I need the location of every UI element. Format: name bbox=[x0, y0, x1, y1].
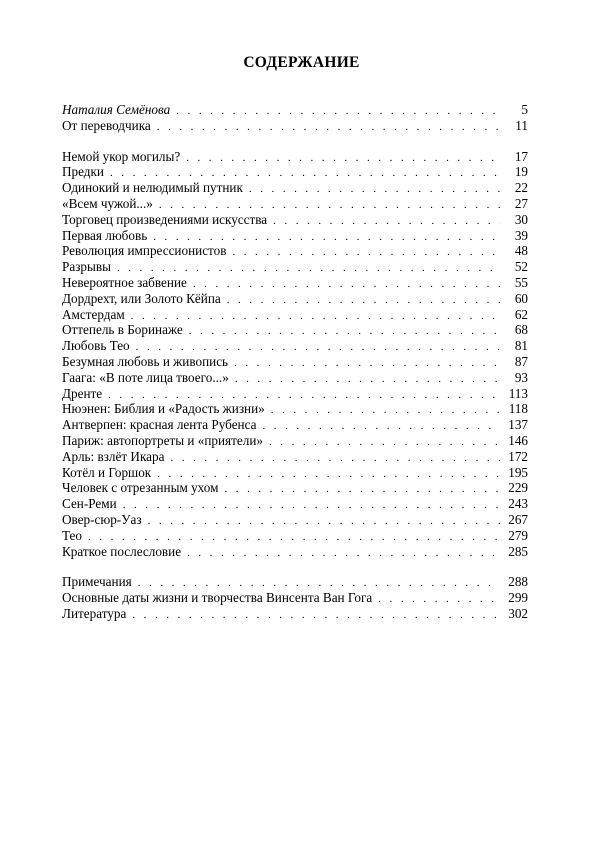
dot-leader bbox=[157, 120, 500, 136]
toc-entry bbox=[62, 102, 528, 118]
toc-entry-title: Нюэнен: Библия и «Радость жизни» bbox=[62, 401, 265, 417]
toc-entry bbox=[62, 243, 528, 259]
dot-leader bbox=[132, 608, 500, 624]
toc-entry bbox=[62, 449, 528, 465]
toc-entry bbox=[62, 307, 528, 323]
toc-entry bbox=[62, 606, 528, 622]
toc-entry bbox=[62, 228, 528, 244]
toc-entry-page: 302 bbox=[508, 605, 528, 621]
toc-entry-title: Краткое послесловие bbox=[62, 543, 182, 559]
toc-entry-page: 55 bbox=[514, 274, 528, 290]
toc-entry bbox=[62, 354, 528, 370]
toc-entry-title: Оттепель в Боринаже bbox=[62, 322, 183, 338]
dot-leader bbox=[187, 546, 500, 562]
toc-entry-page: 118 bbox=[508, 401, 528, 417]
toc-entry-title: Невероятное забвение bbox=[62, 274, 187, 290]
toc-entry-title: Париж: автопортреты и «приятели» bbox=[62, 432, 263, 448]
dot-leader bbox=[186, 151, 500, 167]
toc-entry-title: Революция импрессионистов bbox=[62, 243, 227, 259]
toc-entry-page: 137 bbox=[508, 417, 528, 433]
dot-leader bbox=[123, 498, 500, 514]
toc-entry-title: Одинокий и нелюдимый путник bbox=[62, 180, 243, 196]
toc-entry-page: 195 bbox=[508, 464, 528, 480]
toc-entry-page: 93 bbox=[514, 369, 528, 385]
toc-entry-page: 19 bbox=[514, 164, 528, 180]
toc-entry bbox=[62, 401, 528, 417]
toc-entry bbox=[62, 512, 528, 528]
dot-leader bbox=[249, 182, 500, 198]
toc-entry-page: 87 bbox=[514, 353, 528, 369]
table-of-contents bbox=[62, 102, 528, 622]
toc-entry-page: 146 bbox=[508, 432, 528, 448]
toc-entry-page: 172 bbox=[508, 448, 528, 464]
dot-leader bbox=[235, 372, 500, 388]
toc-entry bbox=[62, 196, 528, 212]
toc-entry-page: 60 bbox=[514, 290, 528, 306]
toc-entry-title: Наталия Семёнова bbox=[62, 102, 171, 117]
toc-entry-page: 52 bbox=[514, 259, 528, 275]
toc-entry bbox=[62, 338, 528, 354]
toc-entry-title: Антверпен: красная лента Рубенса bbox=[62, 417, 257, 433]
toc-entry-page: 17 bbox=[514, 148, 528, 164]
toc-entry-page: 288 bbox=[508, 574, 528, 590]
dot-leader bbox=[271, 403, 500, 419]
toc-entry-title: От переводчика bbox=[62, 117, 151, 133]
toc-entry-page: 81 bbox=[514, 338, 528, 354]
page-title: СОДЕРЖАНИЕ bbox=[243, 54, 360, 71]
dot-leader bbox=[193, 277, 500, 293]
toc-group bbox=[62, 574, 528, 621]
toc-entry-page: 30 bbox=[514, 211, 528, 227]
toc-entry bbox=[62, 164, 528, 180]
toc-entry bbox=[62, 574, 528, 590]
toc-entry-page: 267 bbox=[508, 511, 528, 527]
toc-entry-page: 22 bbox=[514, 180, 528, 196]
toc-entry-page: 39 bbox=[514, 227, 528, 243]
dot-leader bbox=[224, 482, 500, 498]
dot-leader bbox=[189, 324, 500, 340]
toc-entry bbox=[62, 322, 528, 338]
toc-entry-page: 243 bbox=[508, 496, 528, 512]
toc-entry-title: Человек с отрезанным ухом bbox=[62, 480, 219, 496]
toc-entry-title: Котёл и Горшок bbox=[62, 464, 152, 480]
toc-entry-title: Тео bbox=[62, 527, 82, 543]
toc-group bbox=[62, 102, 528, 134]
dot-leader bbox=[378, 592, 500, 608]
toc-entry-page: 68 bbox=[514, 322, 528, 338]
toc-entry-page: 229 bbox=[508, 480, 528, 496]
dot-leader bbox=[232, 245, 500, 261]
toc-entry-title: Примечания bbox=[62, 574, 132, 590]
toc-entry-page: 279 bbox=[508, 527, 528, 543]
dot-leader bbox=[131, 309, 500, 325]
toc-entry bbox=[62, 275, 528, 291]
toc-entry bbox=[62, 370, 528, 386]
toc-entry-title: Торговец произведениями искусства bbox=[62, 211, 268, 227]
toc-entry-title: Основные даты жизни и творчества Винсента Ван Гога bbox=[62, 590, 373, 606]
toc-entry-title: «Всем чужой...» bbox=[62, 195, 153, 211]
toc-entry bbox=[62, 590, 528, 606]
toc-entry bbox=[62, 433, 528, 449]
toc-entry-title: Амстердам bbox=[62, 306, 125, 322]
toc-entry-page: 11 bbox=[515, 117, 528, 133]
toc-entry bbox=[62, 118, 528, 134]
dot-leader bbox=[262, 419, 500, 435]
toc-entry-page: 113 bbox=[508, 385, 528, 401]
toc-entry-title: Дренте bbox=[62, 385, 103, 401]
dot-leader bbox=[227, 293, 500, 309]
toc-entry bbox=[62, 386, 528, 402]
toc-entry-title: Разрывы bbox=[62, 259, 111, 275]
toc-entry-title: Любовь Тео bbox=[62, 338, 130, 354]
toc-entry-page: 299 bbox=[508, 590, 528, 606]
toc-entry-title: Безумная любовь и живопись bbox=[62, 353, 229, 369]
toc-entry-title: Арль: взлёт Икара bbox=[62, 448, 165, 464]
toc-entry bbox=[62, 465, 528, 481]
toc-entry-page: 48 bbox=[514, 243, 528, 259]
toc-entry-page: 5 bbox=[521, 102, 528, 117]
dot-leader bbox=[234, 356, 500, 372]
toc-entry bbox=[62, 480, 528, 496]
toc-entry-title: Сен-Реми bbox=[62, 496, 117, 512]
toc-entry-title: Немой укор могилы? bbox=[62, 148, 181, 164]
toc-entry bbox=[62, 212, 528, 228]
toc-entry-page: 27 bbox=[514, 195, 528, 211]
toc-entry-title: Гаага: «В поте лица твоего...» bbox=[62, 369, 229, 385]
toc-entry bbox=[62, 149, 528, 165]
toc-entry-title: Литература bbox=[62, 605, 127, 621]
dot-leader bbox=[170, 451, 500, 467]
toc-entry bbox=[62, 528, 528, 544]
toc-entry-page: 285 bbox=[508, 543, 528, 559]
toc-entry-page: 62 bbox=[514, 306, 528, 322]
toc-entry-title: Дордрехт, или Золото Кёйпа bbox=[62, 290, 221, 306]
toc-entry bbox=[62, 291, 528, 307]
toc-entry bbox=[62, 180, 528, 196]
toc-group bbox=[62, 149, 528, 560]
dot-leader bbox=[269, 435, 500, 451]
toc-entry-title: Овер-сюр-Уаз bbox=[62, 511, 142, 527]
toc-entry bbox=[62, 259, 528, 275]
dot-leader bbox=[273, 214, 500, 230]
toc-entry bbox=[62, 496, 528, 512]
toc-entry bbox=[62, 417, 528, 433]
dot-leader bbox=[176, 104, 500, 120]
toc-entry bbox=[62, 544, 528, 560]
toc-entry-title: Первая любовь bbox=[62, 227, 148, 243]
dot-leader bbox=[148, 514, 500, 530]
toc-entry-title: Предки bbox=[62, 164, 104, 180]
